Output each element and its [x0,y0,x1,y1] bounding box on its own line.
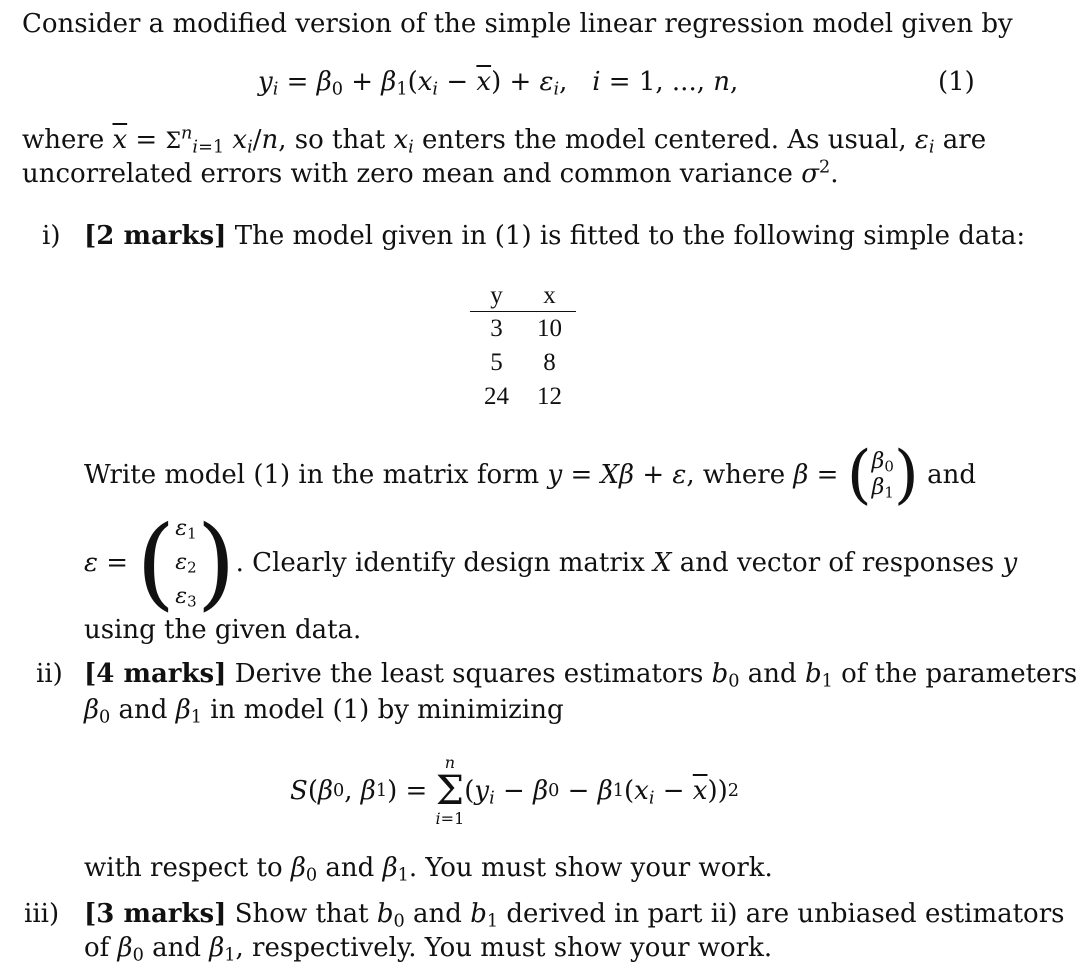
epsilon-vector: ( $\varepsilon_1$ $\varepsilon_2$ $\varepsilon_3$ ) [136,504,236,621]
table-cell: 24 [484,383,509,410]
part-ii-with: with respect to $\beta_0$ and $\beta_1$. You must show your work. [84,853,773,886]
part-i-number: i) [42,221,61,251]
equation-number: (1) [938,67,975,97]
model-equation: $y_i = \beta_0 + \beta_1(x_i - \overline{x}) + \varepsilon_i$, i = 1, ..., n, [258,67,739,100]
table-cell: 8 [543,349,556,376]
part-i-matrix-line: Write model (1) in the matrix form y = Xβ + ε , where β = ( $\beta_0$ $\beta_1$ ) and [84,438,977,512]
table-row [470,346,576,380]
table-header-y: y [470,281,523,312]
table-cell: 5 [490,349,503,376]
part-iii-line-2: of $\beta_0$ and $\beta_1$, respectively. You must show your work. [84,933,773,966]
table-cell: 10 [537,315,562,342]
intro-line-4: uncorrelated errors with zero mean and common variance $\sigma^2$. [22,157,839,189]
part-i-using: using the given data. [84,615,362,645]
table-header-row [470,281,576,312]
table-cell: 3 [490,315,503,342]
table-cell: 12 [537,383,562,410]
objective-equation: S ( β 0 , β 1 ) = n Σ i=1 ( $y_i$ − β 0 − β 1 ( $x_i$ − $\overline{x}$ )) 2 [290,753,740,828]
part-ii-number: ii) [36,659,63,689]
part-i-line-1: [2 marks] The model given in (1) is fitted to the following simple data: [84,221,1026,251]
summation-symbol: n Σ i=1 [435,753,465,828]
data-table [470,281,576,414]
part-i-epsilon-line: ε = ( $\varepsilon_1$ $\varepsilon_2$ $\varepsilon_3$ ) . Clearly identify design matrix X and vector of responses y [84,504,1018,621]
part-iii-line-1: [3 marks] Show that $b_0$ and $b_1$ derived in part ii) are unbiased estimators [84,899,1065,932]
part-ii-line-2: $\beta_0$ and $\beta_1$ in model (1) by minimizing [84,695,564,728]
beta-vector: ( $\beta_0$ $\beta_1$ ) [846,438,919,512]
table-row [470,380,576,414]
intro-line-1: Consider a modified version of the simple linear regression model given by [22,9,1013,39]
table-header-x: x [523,281,576,312]
table-row [470,312,576,347]
part-iii-number: iii) [24,899,60,929]
part-ii-line-1: [4 marks] Derive the least squares estimators $b_0$ and $b_1$ of the parameters [84,659,1077,692]
intro-line-3: where $\overline{x} = \Sigma^n_{i=1}$ $x_i/n$, so that $x_i$ enters the model centered. As usual, $\varepsilon_i$ are [22,123,987,158]
